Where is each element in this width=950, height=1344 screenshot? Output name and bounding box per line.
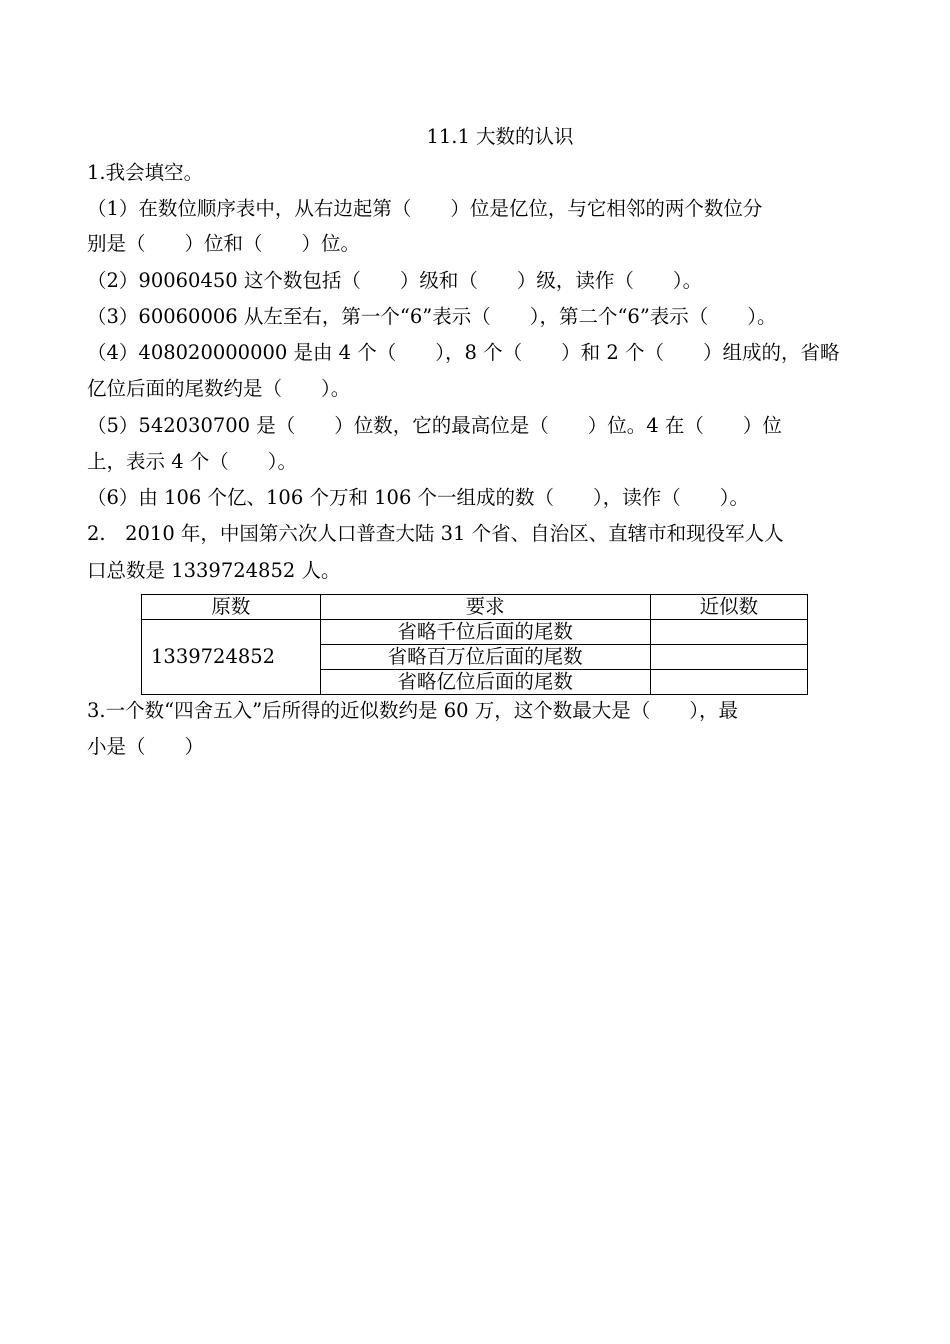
question-1-item-3: （3）60060006 从左至右，第一个“6”表示（ ），第二个“6”表示（ ）。 xyxy=(87,305,777,328)
table-header-original: 原数 xyxy=(142,595,321,620)
question-1-heading: 1.我会填空。 xyxy=(87,161,204,184)
question-1-item-1-line-1: （1）在数位顺序表中，从右边起第（ ）位是亿位，与它相邻的两个数位分 xyxy=(87,197,763,220)
table-cell-requirement: 省略千位后面的尾数 xyxy=(320,620,650,645)
question-3-line-2: 小是（ ） xyxy=(87,735,205,758)
question-1-item-4-line-2: 亿位后面的尾数约是（ ）。 xyxy=(87,377,351,400)
question-1-item-5-line-2: 上，表示 4 个（ ）。 xyxy=(87,450,298,473)
question-1-item-5-line-1: （5）542030700 是（ ）位数，它的最高位是（ ）位。4 在（ ）位 xyxy=(87,414,782,437)
table-row xyxy=(142,620,808,645)
question-1-item-4-line-1: （4）408020000000 是由 4 个（ ），8 个（ ）和 2 个（ ）组成的，省略 xyxy=(87,341,840,364)
question-1-item-1-line-2: 别是（ ）位和（ ）位。 xyxy=(87,232,361,255)
table-header-requirement: 要求 xyxy=(320,595,650,620)
table-header-row xyxy=(142,595,808,620)
table-cell-approximation-answer[interactable] xyxy=(650,620,807,645)
question-1-item-6: （6）由 106 个亿、106 个万和 106 个一组成的数（ ），读作（ ）。 xyxy=(87,486,750,509)
table-cell-original-number: 1339724852 xyxy=(142,620,321,695)
table-cell-requirement: 省略亿位后面的尾数 xyxy=(320,670,650,695)
question-2-line-2: 口总数是 1339724852 人。 xyxy=(87,559,341,582)
question-3-line-1: 3.一个数“四舍五入”后所得的近似数约是 60 万，这个数最大是（ ），最 xyxy=(87,699,739,722)
table-cell-approximation-answer[interactable] xyxy=(650,645,807,670)
table-cell-approximation-answer[interactable] xyxy=(650,670,807,695)
question-2-line-1: 2. 2010 年，中国第六次人口普查大陆 31 个省、自治区、直辖市和现役军人人 xyxy=(87,522,784,545)
table-cell-requirement: 省略百万位后面的尾数 xyxy=(320,645,650,670)
approximation-table xyxy=(141,594,808,695)
table-header-approximation: 近似数 xyxy=(650,595,807,620)
question-1-item-2: （2）90060450 这个数包括（ ）级和（ ）级，读作（ ）。 xyxy=(87,269,703,292)
page-title: 11.1 大数的认识 xyxy=(426,125,574,148)
